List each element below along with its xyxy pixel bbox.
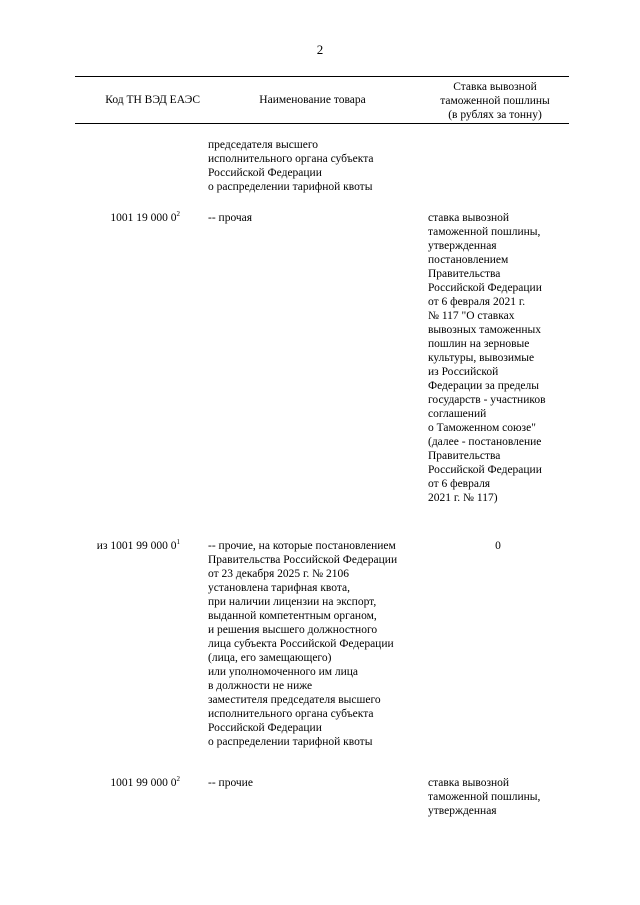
row-name — [208, 776, 423, 790]
row-rate-line: ставка вывозной — [428, 212, 510, 224]
row-name-line: или уполномоченного им лица — [208, 666, 359, 678]
row-rate — [428, 539, 568, 553]
row-rate — [428, 211, 570, 505]
row-rate-line: о Таможенном союзе" — [428, 422, 536, 434]
row-name-line: Российской Федерации — [208, 167, 322, 179]
row-name-line: в должности не ниже — [208, 680, 313, 692]
row-rate-line: постановлением — [428, 254, 509, 266]
row-name-line: установлена тарифная квота, — [208, 582, 351, 594]
row-rate-line: утвержденная — [428, 805, 497, 817]
row-rate-line: пошлин на зерновые — [428, 338, 530, 350]
row-rate-line: культуры, вывозимые — [428, 352, 535, 364]
row-name-line: -- прочая — [208, 212, 253, 224]
row-name-line: Российской Федерации — [208, 722, 322, 734]
column-header-name: Наименование товара — [259, 94, 366, 106]
row-name-line: (лица, его замещающего) — [208, 652, 332, 664]
header-bottom-rule — [75, 123, 569, 124]
row-name-line: заместителя председателя высшего — [208, 694, 381, 706]
row-name-line: исполнительного органа субъекта — [208, 708, 374, 720]
row-rate-line: 0 — [495, 540, 501, 552]
row-code-text: 1001 19 000 0 — [110, 212, 177, 224]
row-code-footnote: 2 — [176, 210, 180, 219]
row-code-text: 1001 99 000 0 — [110, 777, 177, 789]
row-name — [208, 211, 423, 225]
row-code-footnote: 2 — [176, 775, 180, 784]
row-code — [75, 776, 180, 790]
row-name-line: лица субъекта Российской Федерации — [208, 638, 394, 650]
row-name-line: выданной компетентным органом, — [208, 610, 377, 622]
row-rate-line: от 6 февраля — [428, 478, 491, 490]
row-rate-line: вывозных таможенных — [428, 324, 542, 336]
row-name-line: -- прочие, на которые постановлением — [208, 540, 396, 552]
column-header-code: Код ТН ВЭД ЕАЭС — [105, 94, 200, 106]
row-rate-line: Федерации за пределы — [428, 380, 539, 392]
row-name-line: и решения высшего должностного — [208, 624, 378, 636]
row-rate-line: Российской Федерации — [428, 282, 542, 294]
row-rate-line: Правительства — [428, 268, 501, 280]
row-rate-line: от 6 февраля 2021 г. — [428, 296, 526, 308]
row-name-line: председателя высшего — [208, 139, 318, 151]
header-top-rule — [75, 76, 569, 77]
row-name-line: о распределении тарифной квоты — [208, 736, 373, 748]
row-name-line: исполнительного органа субъекта — [208, 153, 374, 165]
row-rate-line: таможенной пошлины, — [428, 791, 541, 803]
row-name — [208, 539, 423, 749]
row-name-line: о распределении тарифной квоты — [208, 181, 373, 193]
row-code-text: из 1001 99 000 0 — [96, 540, 177, 552]
row-name-line: -- прочие — [208, 777, 253, 789]
row-code — [75, 211, 180, 225]
row-rate-line: соглашений — [428, 408, 487, 420]
row-rate-line: из Российской — [428, 366, 499, 378]
column-header-rate: Ставка вывозной таможенной пошлины (в рублях за тонну) — [440, 81, 550, 121]
row-rate-line: 2021 г. № 117) — [428, 492, 498, 504]
row-code-footnote: 1 — [176, 538, 180, 547]
row-rate — [428, 776, 570, 818]
row-rate-line: таможенной пошлины, — [428, 226, 541, 238]
row-rate-line: государств - участников — [428, 394, 546, 406]
row-name-line: при наличии лицензии на экспорт, — [208, 596, 377, 608]
row-rate-line: Правительства — [428, 450, 501, 462]
row-code — [75, 539, 180, 553]
row-rate-line: Российской Федерации — [428, 464, 542, 476]
row-name — [208, 138, 423, 194]
row-name-line: Правительства Российской Федерации — [208, 554, 398, 566]
row-rate-line: утвержденная — [428, 240, 497, 252]
row-name-line: от 23 декабря 2025 г. № 2106 — [208, 568, 350, 580]
page-number: 2 — [316, 42, 324, 57]
row-rate-line: (далее - постановление — [428, 436, 542, 448]
row-rate-line: ставка вывозной — [428, 777, 510, 789]
row-rate-line: № 117 "О ставках — [428, 310, 515, 322]
